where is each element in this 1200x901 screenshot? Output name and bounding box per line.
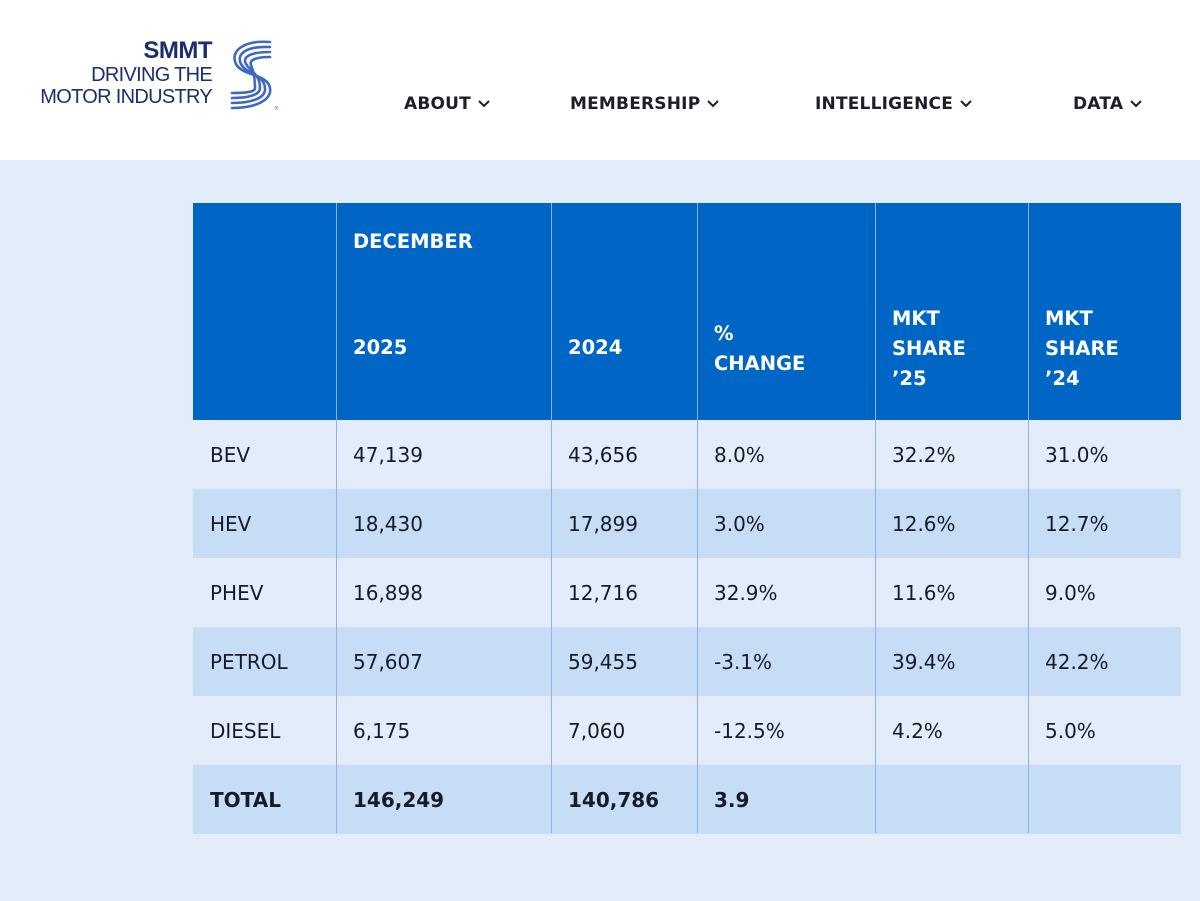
column-divider bbox=[697, 203, 698, 833]
table-cell: 9.0% bbox=[1045, 580, 1096, 605]
column-divider bbox=[1028, 203, 1029, 833]
table-cell: 31.0% bbox=[1045, 442, 1109, 467]
column-header-5: MKT SHARE ’24 bbox=[1045, 307, 1119, 390]
table-cell: 6,175 bbox=[353, 718, 411, 743]
table-row bbox=[193, 558, 1181, 627]
table-cell: 12.7% bbox=[1045, 511, 1109, 536]
table-cell bbox=[1028, 765, 1181, 834]
table-cell: 32.9% bbox=[714, 580, 778, 605]
table-row bbox=[193, 765, 1181, 834]
chevron-down-icon bbox=[706, 99, 720, 109]
table-cell: 47,139 bbox=[353, 442, 423, 467]
nav-about[interactable] bbox=[404, 92, 491, 116]
table-cell: 146,249 bbox=[353, 787, 445, 812]
table-row bbox=[193, 489, 1181, 558]
row-label: TOTAL bbox=[210, 787, 281, 812]
logo-tagline-line2: MOTOR INDUSTRY bbox=[40, 86, 212, 108]
logo-wordmark bbox=[40, 38, 212, 108]
table-cell: -3.1% bbox=[714, 649, 773, 674]
column-header-4: MKT SHARE ’25 bbox=[892, 307, 966, 390]
nav-intelligence[interactable] bbox=[815, 92, 973, 116]
table-cell: 3.0% bbox=[714, 511, 765, 536]
smmt-s-logo-icon bbox=[222, 38, 280, 112]
table-row bbox=[193, 420, 1181, 489]
table-cell: 57,607 bbox=[353, 649, 423, 674]
chevron-down-icon bbox=[1129, 99, 1143, 109]
nav-data-label: DATA bbox=[1073, 94, 1124, 114]
row-label: BEV bbox=[210, 442, 251, 467]
table-cell: 42.2% bbox=[1045, 649, 1109, 674]
row-label: DIESEL bbox=[210, 718, 281, 743]
table-cell: 17,899 bbox=[568, 511, 638, 536]
row-label: HEV bbox=[210, 511, 252, 536]
chevron-down-icon bbox=[959, 99, 973, 109]
table-cell: 12.6% bbox=[892, 511, 956, 536]
chevron-down-icon bbox=[477, 99, 491, 109]
table-header-row bbox=[193, 203, 1181, 420]
table-row bbox=[193, 627, 1181, 696]
nav-intelligence-label: INTELLIGENCE bbox=[815, 94, 954, 114]
column-header-3: % CHANGE bbox=[714, 322, 806, 375]
header-group-december: DECEMBER bbox=[353, 230, 473, 253]
smmt-logo[interactable] bbox=[22, 38, 282, 118]
table-cell: 59,455 bbox=[568, 649, 638, 674]
table-cell: 140,786 bbox=[568, 787, 660, 812]
column-divider bbox=[551, 203, 552, 833]
svg-text:®: ® bbox=[274, 106, 279, 112]
table-cell: 11.6% bbox=[892, 580, 956, 605]
table-cell: 4.2% bbox=[892, 718, 943, 743]
table-cell: 5.0% bbox=[1045, 718, 1096, 743]
table-row bbox=[193, 696, 1181, 765]
column-header-2: 2024 bbox=[568, 336, 623, 359]
table-cell: 43,656 bbox=[568, 442, 638, 467]
table-cell: 12,716 bbox=[568, 580, 638, 605]
nav-about-label: ABOUT bbox=[404, 94, 471, 114]
nav-membership-label: MEMBERSHIP bbox=[570, 94, 701, 114]
table-cell bbox=[875, 765, 1028, 834]
column-divider bbox=[336, 203, 337, 833]
logo-tagline-line1: DRIVING THE bbox=[91, 64, 212, 86]
table-cell: 8.0% bbox=[714, 442, 765, 467]
column-header-1: 2025 bbox=[353, 336, 408, 359]
table-cell: 18,430 bbox=[353, 511, 423, 536]
table-cell: 3.9 bbox=[714, 787, 750, 812]
table-cell: 7,060 bbox=[568, 718, 626, 743]
table-cell: -12.5% bbox=[714, 718, 785, 743]
row-label: PETROL bbox=[210, 649, 288, 674]
column-divider bbox=[875, 203, 876, 833]
table-cell: 32.2% bbox=[892, 442, 956, 467]
nav-data[interactable] bbox=[1073, 92, 1143, 116]
table-cell: 16,898 bbox=[353, 580, 423, 605]
table-cell: 39.4% bbox=[892, 649, 956, 674]
row-label: PHEV bbox=[210, 580, 264, 605]
logo-name: SMMT bbox=[143, 37, 212, 64]
site-header bbox=[0, 0, 1200, 160]
nav-membership[interactable] bbox=[570, 92, 720, 116]
